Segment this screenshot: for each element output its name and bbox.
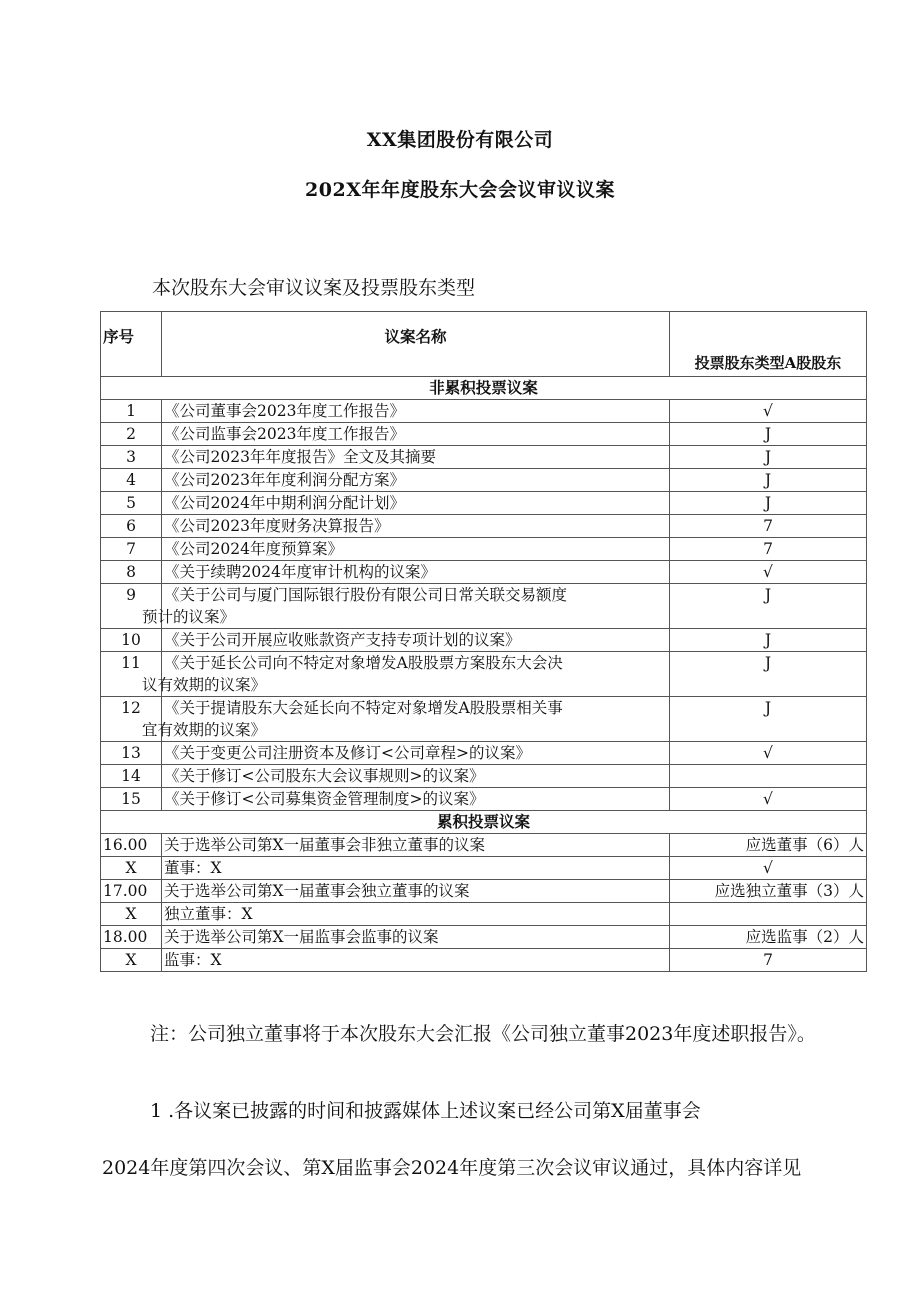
- row-vote-type: √: [670, 742, 867, 765]
- table-row: [101, 469, 867, 492]
- non-cumulative-rows: [101, 400, 867, 811]
- meeting-title: 202X年年度股东大会会议审议议案: [305, 179, 615, 201]
- table-row: [101, 652, 867, 697]
- header-vote-type: 投票股东类型A股股东: [670, 312, 867, 377]
- company-title: XX集团股份有限公司: [366, 129, 554, 151]
- row-vote-type: [670, 765, 867, 788]
- table-row: [101, 492, 867, 515]
- row-seq: 12: [101, 697, 162, 742]
- row-name: 关于选举公司第X一届董事会非独立董事的议案: [162, 834, 670, 857]
- row-name-line: 《公司2023年年度报告》全文及其摘要: [164, 448, 436, 466]
- row-name-line: 《关于修订<公司募集资金管理制度>的议案》: [164, 790, 485, 808]
- row-seq: 14: [101, 765, 162, 788]
- row-seq: 5: [101, 492, 162, 515]
- row-seq: 16.00: [101, 834, 162, 857]
- row-seq: 13: [101, 742, 162, 765]
- disclosure-paragraph-line1: 1 .各议案已披露的时间和披露媒体上述议案已经公司第X届董事会: [150, 1100, 701, 1122]
- table-row: [101, 834, 867, 857]
- table-row: [101, 538, 867, 561]
- row-name: [162, 561, 670, 584]
- section-label: 本次股东大会审议议案及投票股东类型: [152, 277, 476, 299]
- table-row: [101, 742, 867, 765]
- row-vote-type: J: [670, 584, 867, 629]
- row-name-line: 《关于公司开展应收账款资产支持专项计划的议案》: [164, 631, 521, 649]
- row-name: [162, 469, 670, 492]
- row-name: [162, 765, 670, 788]
- row-name: [142, 652, 670, 697]
- row-seq: 9: [101, 584, 162, 629]
- table-row: [101, 857, 867, 880]
- row-vote-type: J: [670, 423, 867, 446]
- row-name: [142, 584, 670, 629]
- row-vote-type: [670, 903, 867, 926]
- table-row: [101, 515, 867, 538]
- row-name: [162, 788, 670, 811]
- group-label: 累积投票议案: [101, 811, 867, 834]
- row-seq: 8: [101, 561, 162, 584]
- group-row-non-cumulative: [101, 377, 867, 400]
- cumulative-rows: [101, 834, 867, 972]
- row-vote-type: J: [670, 446, 867, 469]
- header-name: 议案名称: [162, 312, 670, 377]
- row-name-line: 《公司2024年度预算案》: [164, 540, 343, 558]
- table-row: [101, 697, 867, 742]
- row-name-line: 议有效期的议案》: [142, 676, 267, 694]
- row-vote-type: √: [670, 857, 867, 880]
- row-vote-type: 7: [670, 515, 867, 538]
- row-name: [162, 423, 670, 446]
- row-name-line: 《关于公司与厦门国际银行股份有限公司日常关联交易额度: [164, 586, 568, 604]
- table-row: [101, 629, 867, 652]
- row-vote-type: 应选董事（6）人: [670, 834, 867, 857]
- row-seq: 11: [101, 652, 162, 697]
- proposals-table: [100, 311, 867, 972]
- row-name: [162, 538, 670, 561]
- group-row-cumulative: [101, 811, 867, 834]
- row-name-line: 《公司2024年中期利润分配计划》: [164, 494, 405, 512]
- row-seq: X: [101, 949, 162, 972]
- row-vote-type: 应选独立董事（3）人: [670, 880, 867, 903]
- table-row: [101, 446, 867, 469]
- row-name: 关于选举公司第X一届监事会监事的议案: [162, 926, 670, 949]
- row-name-line: 《公司2023年度财务决算报告》: [164, 517, 390, 535]
- table-row: [101, 880, 867, 903]
- table-row: [101, 400, 867, 423]
- row-name: [142, 697, 670, 742]
- table-row: [101, 561, 867, 584]
- row-seq: 3: [101, 446, 162, 469]
- row-seq: 2: [101, 423, 162, 446]
- group-label: 非累积投票议案: [101, 377, 867, 400]
- row-name-line: 预计的议案》: [142, 608, 236, 626]
- row-name: [162, 515, 670, 538]
- row-name-line: 《关于提请股东大会延长向不特定对象增发A股股票相关事: [164, 699, 563, 717]
- header-seq: 序号: [101, 312, 162, 377]
- row-seq: 10: [101, 629, 162, 652]
- row-vote-type: √: [670, 400, 867, 423]
- row-name-line: 《关于变更公司注册资本及修订<公司章程>的议案》: [164, 744, 531, 762]
- row-vote-type: J: [670, 652, 867, 697]
- row-seq: 4: [101, 469, 162, 492]
- row-vote-type: 7: [670, 949, 867, 972]
- row-seq: X: [101, 903, 162, 926]
- row-name-line: 宜有效期的议案》: [142, 721, 267, 739]
- row-vote-type: J: [670, 697, 867, 742]
- row-name: 关于选举公司第X一届董事会独立董事的议案: [162, 880, 670, 903]
- row-name-line: 《公司2023年年度利润分配方案》: [164, 471, 405, 489]
- row-seq: X: [101, 857, 162, 880]
- row-name: [162, 400, 670, 423]
- row-name: [162, 629, 670, 652]
- row-vote-type: J: [670, 469, 867, 492]
- table-row: [101, 949, 867, 972]
- row-seq: 18.00: [101, 926, 162, 949]
- row-name-line: 《公司董事会2023年度工作报告》: [164, 402, 405, 420]
- row-vote-type: J: [670, 492, 867, 515]
- table-header-row: [101, 312, 867, 377]
- row-name: 监事：X: [162, 949, 670, 972]
- disclosure-paragraph-line2: 2024年度第四次会议、第X届监事会2024年度第三次会议审议通过，具体内容详见: [102, 1157, 802, 1179]
- row-name: [162, 446, 670, 469]
- table-row: [101, 788, 867, 811]
- row-seq: 7: [101, 538, 162, 561]
- row-vote-type: 应选监事（2）人: [670, 926, 867, 949]
- note-paragraph: 注：公司独立董事将于本次股东大会汇报《公司独立董事2023年度述职报告》。: [150, 1023, 816, 1045]
- row-name: 董事：X: [162, 857, 670, 880]
- row-vote-type: √: [670, 788, 867, 811]
- table-row: [101, 584, 867, 629]
- row-vote-type: 7: [670, 538, 867, 561]
- table-row: [101, 903, 867, 926]
- row-name-line: 《关于延长公司向不特定对象增发A股股票方案股东大会决: [164, 654, 563, 672]
- row-name: [162, 492, 670, 515]
- table-row: [101, 765, 867, 788]
- row-seq: 1: [101, 400, 162, 423]
- row-name-line: 《公司监事会2023年度工作报告》: [164, 425, 405, 443]
- table-row: [101, 926, 867, 949]
- table-row: [101, 423, 867, 446]
- row-seq: 6: [101, 515, 162, 538]
- row-name: 独立董事：X: [162, 903, 670, 926]
- row-vote-type: √: [670, 561, 867, 584]
- row-seq: 15: [101, 788, 162, 811]
- row-seq: 17.00: [101, 880, 162, 903]
- row-name-line: 《关于续聘2024年度审计机构的议案》: [164, 563, 436, 581]
- row-name-line: 《关于修订<公司股东大会议事规则>的议案》: [164, 767, 485, 785]
- row-name: [162, 742, 670, 765]
- row-vote-type: J: [670, 629, 867, 652]
